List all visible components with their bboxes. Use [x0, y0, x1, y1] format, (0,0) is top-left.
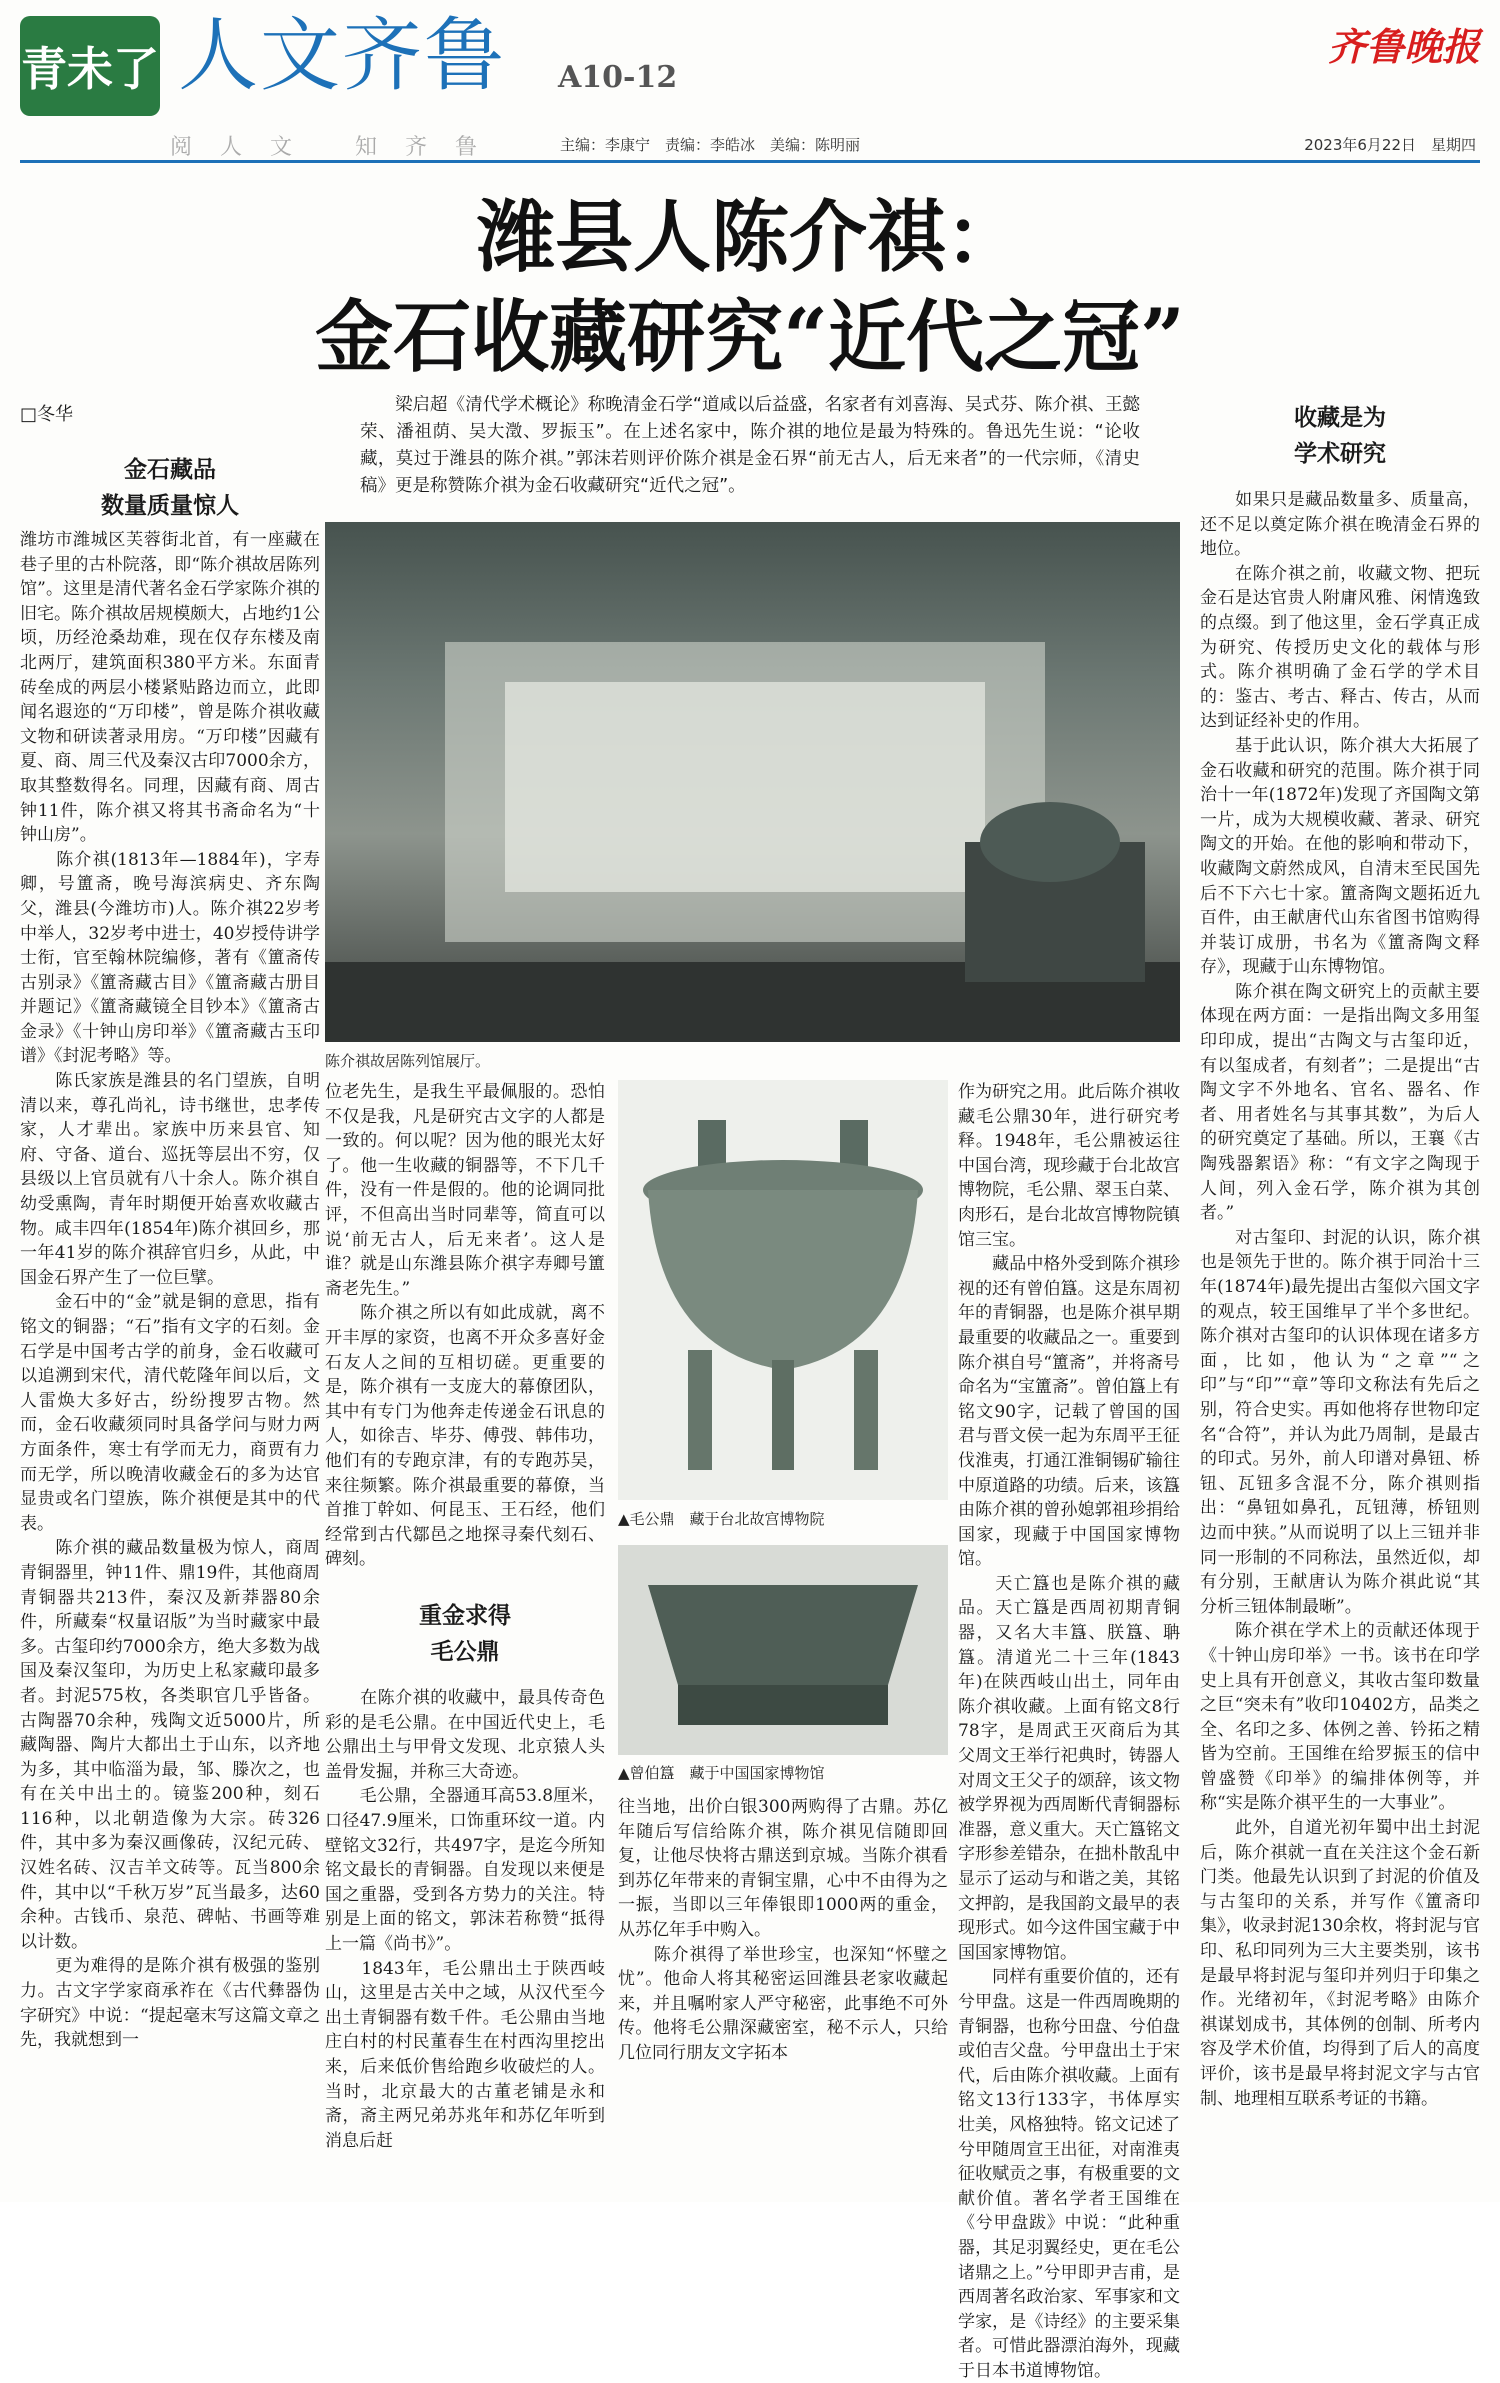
exhibition-hall-illustration [325, 522, 1180, 1042]
maogong-ding-illustration [618, 1080, 948, 1500]
zengbo-gui-illustration [618, 1545, 948, 1755]
section-heading-line: 重金求得 [419, 1603, 511, 1629]
section-heading-line: 毛公鼎 [430, 1639, 500, 1665]
section-heading-line: 金石藏品 [124, 457, 216, 483]
article-column-4: 往当地，出价白银300两购得了古鼎。苏亿年随后写信给陈介祺，陈介祺见信随即回复，让他尽快将古鼎送到京城。当陈介祺看到苏亿年带来的青铜宝鼎，心中不由得为之一振，当即以三年俸银即1000两的重金，从苏亿年手中购入。 陈介祺得了举世珍宝，也深知“怀璧之忧”。他命人将其秘密运回潍县老家收藏起来，并且嘱咐家人严守秘密，此事绝不可外传。他将毛公鼎深藏密室，秘不示人，只给几位同行朋友文字拓本 [618, 1797, 948, 2063]
slogan: 阅人文 知齐鲁 [170, 135, 505, 160]
section-heading-research [1200, 400, 1480, 472]
section-brand: 人文齐鲁 [178, 9, 506, 102]
main-photo-caption: 陈介祺故居陈列馆展厅。 [325, 1052, 491, 1070]
article-column-5: 作为研究之用。此后陈介祺收藏毛公鼎30年，进行研究考释。1948年，毛公鼎被运往中国台湾，现珍藏于台北故宫博物院，毛公鼎、翠玉白菜、肉形石，是台北故宫博物院镇馆三宝。 藏品中格外受到陈介祺珍视的还有曾伯簋。这是东周初年的青铜器，也是陈介祺早期最重要的收藏品之一。重要到陈介祺自号“簠斋”，并将斋号命名为“宝簠斋”。曾伯簋上有铭文90字，记载了曾国的国君与晋文侯一起为东周平王征伐淮夷，打通江淮铜锡矿输往中原道路的功绩。后来，该簋由陈介祺的曾孙媳郭祖珍捐给国家，现藏于中国国家博物馆。 天亡簋也是陈介祺的藏品。天亡簋是西周初期青铜器，又名大丰簋、朕簋、聃簋。清道光二十三年(1843年)在陕西岐山出土，同年由陈介祺收藏。上面有铭文8行78字，是周武王灭商后为其父周文王举行祀典时，铸器人对周文王父子的颂辞，该文物被学界视为西周断代青铜器标准器，意义重大。天亡簋铭文字形参差错杂，在拙朴散乱中显示了运动与和谐之美，其铭文押韵，是我国韵文最早的表现形式。如今这件国宝藏于中国国家博物馆。 同样有重要价值的，还有兮甲盘。这是一件西周晚期的青铜器，也称兮田盘、兮伯盘或伯吉父盘。兮甲盘出土于宋代，后由陈介祺收藏。上面有铭文13行133字，书体厚实壮美，风格独特。铭文记述了兮甲随周宣王出征，对南淮夷征收赋贡之事，有极重要的文献价值。著名学者王国维在《兮甲盘跋》中说：“此种重器，其足羽翼经史，更在毛公诸鼎之上。”兮甲即尹吉甫，是西周著名政治家、军事家和文学家，是《诗经》的主要采集者。可惜此器漂泊海外，现藏于日本书道博物馆。 [958, 1082, 1180, 2381]
section-heading-line: 学术研究 [1294, 441, 1386, 467]
article-column-3: 在陈介祺的收藏中，最具传奇色彩的是毛公鼎。在中国近代史上，毛公鼎出土与甲骨文发现、北京猿人头盖骨发掘，并称三大奇迹。 毛公鼎，全器通耳高53.8厘米，口径47.9厘米，口饰重环纹一道。内壁铭文32行，共497字，是迄今所知铭文最长的青铜器。自发现以来便是国之重器，受到各方势力的关注。特别是上面的铭文，郭沫若称赞“抵得上一篇《尚书》”。 1843年，毛公鼎出土于陕西岐山，这里是古关中之域，从汉代至今出土青铜器有数千件。毛公鼎由当地庄白村的村民董春生在村西沟里挖出来，后来低价售给跑乡收破烂的人。当时，北京最大的古董老铺是永和斋，斋主两兄弟苏兆年和苏亿年听到消息后赶 [325, 1688, 605, 2151]
section-heading-line: 收藏是为 [1294, 405, 1386, 431]
section-heading-maogong [325, 1598, 605, 1670]
headline-line-2: 金石收藏研究“近代之冠” [315, 292, 1185, 383]
section-heading-collection [20, 452, 320, 524]
logo: 青未了 [20, 16, 160, 116]
lead-paragraph: 梁启超《清代学术概论》称晚清金石学“道咸以后益盛，名家者有刘喜海、吴式芬、陈介祺、王懿荣、潘祖荫、吴大澂、罗振玉”。在上述名家中，陈介祺的地位是最为特殊的。鲁迅先生说：“论收藏，莫过于潍县的陈介祺。”郭沫若则评价陈介祺是金石界“前无古人，后无来者”的一代宗师，《清史稿》更是称赞陈介祺为金石收藏研究“近代之冠”。 [360, 395, 1140, 496]
article-column-1: 潍坊市潍城区芙蓉街北首，有一座藏在巷子里的古朴院落，即“陈介祺故居陈列馆”。这里是清代著名金石学家陈介祺的旧宅。陈介祺故居规模颇大，占地约1公顷，历经沧桑劫难，现在仅存东楼及南北两厅，建筑面积380平方米。东面青砖垒成的两层小楼紧贴路边而立，此即闻名遐迩的“万印楼”，曾是陈介祺收藏文物和研读著录用房。“万印楼”因藏有夏、商、周三代及秦汉古印7000余方，取其整数得名。同理，因藏有商、周古钟11件，陈介祺又将其书斋命名为“十钟山房”。 陈介祺(1813年—1884年)，字寿卿，号簠斋，晚号海滨病史、齐东陶父，潍县(今潍坊市)人。陈介祺22岁考中举人，32岁考中进士，40岁授侍讲学士衔，官至翰林院编修，著有《簠斋传古别录》《簠斋藏古目》《簠斋藏古册目并题记》《簠斋藏镜全目钞本》《簠斋古金录》《十钟山房印举》《簠斋藏古玉印谱》《封泥考略》等。 陈氏家族是潍县的名门望族，自明清以来，尊孔尚礼，诗书继世，忠孝传家，人才辈出。家族中历来县官、知府、守备、道台、巡抚等层出不穷，仅县级以上官员就有八十余人。陈介祺自幼受熏陶，青年时期便开始喜欢收藏古物。咸丰四年(1854年)陈介祺回乡，那一年41岁的陈介祺辞官归乡，从此，中国金石界产生了一位巨擘。 金石中的“金”就是铜的意思，指有铭文的铜器；“石”指有文字的石刻。金石学是中国考古学的前身，金石收藏可以追溯到宋代，清代乾隆年间以后，文人雷焕大多好古，纷纷搜罗古物。然而，金石收藏须同时具备学问与财力两方面条件，寒士有学而无力，商贾有力而无学，所以晚清收藏金石的多为达官显贵或名门望族，陈介祺便是其中的代表。 陈介祺的藏品数量极为惊人，商周青铜器里，钟11件、鼎19件，其他商周青铜器共213件，秦汉及新莽器80余件，所藏秦“权量诏版”为当时藏家中最多。古玺印约7000余方，绝大多数为战国及秦汉玺印，为历史上私家藏印最多者。封泥575枚，各类职官几乎皆备。古陶器70余种，残陶文近5000片，所藏陶器、陶片大都出土于山东，以齐地为多，其中临淄为最，邹、滕次之，也有在关中出土的。镜鉴200种，刻石116种，以北朝造像为大宗。砖326件，其中多为秦汉画像砖，汉纪元砖、汉姓名砖、汉吉羊文砖等。瓦当800余件，其中以“千秋万岁”瓦当最多，达60余种。古钱币、泉范、碑帖、书画等难以计数。 更为难得的是陈介祺有极强的鉴别力。古文字学家商承祚在《古代彝器伪字研究》中说：“提起毫末写这篇文章之先，我就想到一 [20, 530, 320, 2051]
headline [0, 188, 1500, 388]
author: □冬华 [20, 404, 74, 425]
maogong-ding-photo [618, 1080, 948, 1500]
maogong-ding-caption: ▲毛公鼎 藏于台北故宫博物院 [618, 1510, 825, 1528]
newspaper-name: 齐鲁晚报 [1327, 24, 1480, 69]
editor-credits: 主编：李康宁 责编：李皓冰 美编：陈明丽 [560, 136, 861, 154]
masthead-rule [20, 160, 1480, 163]
page-code: A10-12 [558, 60, 678, 95]
zengbo-gui-caption: ▲曾伯簋 藏于中国国家博物馆 [618, 1764, 825, 1782]
article-column-2: 位老先生，是我生平最佩服的。恐怕不仅是我，凡是研究古文字的人都是一致的。何以呢？因为他的眼光太好了。他一生收藏的铜器等，不下几千件，没有一件是假的。他的论调同批评，不但高出当时同辈等，简直可以说‘前无古人，后无来者’。这人是谁？就是山东潍县陈介祺字寿卿号簠斋老先生。” 陈介祺之所以有如此成就，离不开丰厚的家资，也离不开众多喜好金石友人之间的互相切磋。更重要的是，陈介祺有一支庞大的幕僚团队，其中有专门为他奔走传递金石讯息的人，如徐吉、毕芬、傅弢、韩伟功，他们有的专跑京津，有的专跑苏吴，来往频繁。陈介祺最重要的幕僚，当首推丁幹如、何昆玉、王石经，他们经常到古代鄒邑之地探寻秦代刻石、碑刻。 [325, 1082, 605, 1570]
headline-line-1: 潍县人陈介祺： [476, 192, 1023, 283]
article-column-6: 如果只是藏品数量多、质量高，还不足以奠定陈介祺在晚清金石界的地位。 在陈介祺之前，收藏文物、把玩金石是达官贵人附庸风雅、闲情逸致的点缀。到了他这里，金石学真正成为研究、传授历史文化的载体与形式。陈介祺明确了金石学的学术目的：鉴古、考古、释古、传古，从而达到证经补史的作用。 基于此认识，陈介祺大大拓展了金石收藏和研究的范围。陈介祺于同治十一年(1872年)发现了齐国陶文第一片，成为大规模收藏、著录、研究陶文的开始。在他的影响和带动下，收藏陶文蔚然成风，自清末至民国先后不下六七十家。簠斋陶文题拓近九百件，由王献唐代山东省图书馆购得并装订成册，书名为《簠斋陶文释存》，现藏于山东博物馆。 陈介祺在陶文研究上的贡献主要体现在两方面：一是指出陶文多用玺印印成，提出“古陶文与古玺印近，有以玺成者，有刻者”；二是提出“古陶文字不外地名、官名、器名、作者、用者姓名与其事其数”，为后人的研究奠定了基础。所以，王襄《古陶残器絮语》称：“有文字之陶现于人间，列入金石学，陈介祺为其创者。” 对古玺印、封泥的认识，陈介祺也是领先于世的。陈介祺于同治十三年(1874年)最先提出古玺似六国文字的观点，较王国维早了半个多世纪。陈介祺对古玺印的认识体现在诸多方面，比如，他认为“之章”“之印”与“印”“章”等印文称法有先后之别，符合史实。再如他将存世物印定名“合符”，并认为此乃周制，是最古的印式。另外，前人印谱对鼻钮、桥钮、瓦钮多含混不分，陈介祺则指出：“鼻钮如鼻孔，瓦钮薄，桥钮则边而中狭。”从而说明了以上三钮并非同一形制的不同称法，虽然近似，却有分别，王献唐认为陈介祺此说“其分析三钮体制最晰”。 陈介祺在学术上的贡献还体现于《十钟山房印举》一书。该书在印学史上具有开创意义，其收古玺印数量之巨“突未有”收印10402方，品类之全、名印之多、体例之善、钤拓之精皆为空前。王国维在给罗振玉的信中曾盛赞《印举》的编排体例等，并称“实是陈介祺平生的一大事业”。 此外，自道光初年蜀中出土封泥后，陈介祺就一直在关注这个金石新门类。他最先认识到了封泥的价值及与古玺印的关系，并写作《簠斋印集》，收录封泥130余枚，将封泥与官印、私印同列为三大主要类别，该书是最早将封泥与玺印并列归于印集之作。光绪初年，《封泥考略》由陈介祺谋划成书，其体例的创制、所考内容及学术价值，均得到了后人的高度评价，该书是最早将封泥文字与古官制、地理相互联系考证的书籍。 [1200, 490, 1480, 2109]
issue-date: 2023年6月22日 星期四 [1304, 136, 1476, 154]
zengbo-gui-photo [618, 1545, 948, 1755]
exhibition-hall-photo [325, 522, 1180, 1042]
section-heading-line: 数量质量惊人 [101, 493, 239, 519]
